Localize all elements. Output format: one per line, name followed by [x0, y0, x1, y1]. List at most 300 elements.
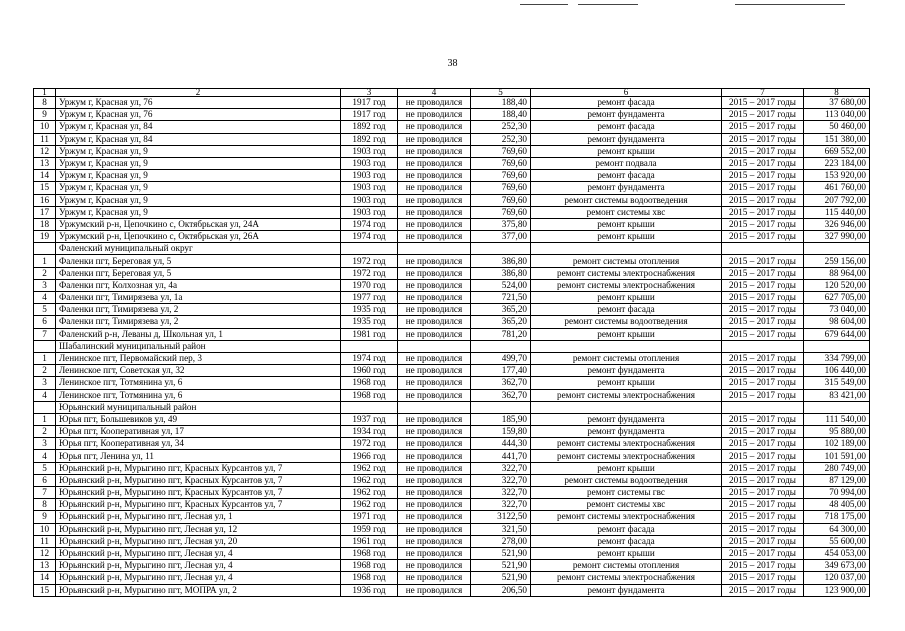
row-number: 6 — [34, 316, 56, 328]
year-built-cell: 1935 год — [341, 316, 398, 328]
last-repair-cell: не проводился — [398, 170, 471, 182]
work-type-cell: ремонт фундамента — [531, 109, 722, 121]
year-built-cell: 1960 год — [341, 365, 398, 377]
table-row — [34, 547, 870, 559]
last-repair-cell: не проводился — [398, 547, 471, 559]
row-number: 18 — [34, 218, 56, 230]
year-built-cell: 1968 год — [341, 377, 398, 389]
work-type-cell: ремонт системы электроснабжения — [531, 450, 722, 462]
cost-cell: 106 440,00 — [804, 365, 870, 377]
period-cell: 2015 – 2017 годы — [722, 255, 804, 267]
empty-cell — [341, 243, 398, 255]
table-row — [34, 133, 870, 145]
year-built-cell: 1903 год — [341, 157, 398, 169]
cost-cell: 37 680,00 — [804, 97, 870, 109]
empty-cell — [722, 243, 804, 255]
last-repair-cell: не проводился — [398, 328, 471, 340]
last-repair-cell: не проводился — [398, 438, 471, 450]
row-number: 5 — [34, 462, 56, 474]
year-built-cell: 1892 год — [341, 121, 398, 133]
year-built-cell: 1968 год — [341, 389, 398, 401]
empty-cell — [471, 243, 531, 255]
area-cell: 188,40 — [471, 109, 531, 121]
period-cell: 2015 – 2017 годы — [722, 182, 804, 194]
empty-cell — [398, 243, 471, 255]
cost-cell: 101 591,00 — [804, 450, 870, 462]
address-cell: Юрьянский р-н, Мурыгино пгт, Лесная ул, 1 — [56, 511, 341, 523]
cost-cell: 207 792,00 — [804, 194, 870, 206]
work-type-cell: ремонт системы отопления — [531, 255, 722, 267]
area-cell: 322,70 — [471, 474, 531, 486]
area-cell: 362,70 — [471, 377, 531, 389]
empty-cell — [722, 340, 804, 352]
table-row — [34, 97, 870, 109]
cost-cell: 669 552,00 — [804, 145, 870, 157]
period-cell: 2015 – 2017 годы — [722, 328, 804, 340]
cost-cell: 111 540,00 — [804, 413, 870, 425]
year-built-cell: 1903 год — [341, 182, 398, 194]
year-built-cell: 1917 год — [341, 97, 398, 109]
cost-cell: 120 037,00 — [804, 572, 870, 584]
last-repair-cell: не проводился — [398, 206, 471, 218]
cost-cell: 120 520,00 — [804, 279, 870, 291]
address-cell: Уржум г, Красная ул, 9 — [56, 194, 341, 206]
work-type-cell: ремонт подвала — [531, 157, 722, 169]
address-cell: Уржум г, Красная ул, 9 — [56, 206, 341, 218]
area-cell: 781,20 — [471, 328, 531, 340]
year-built-cell: 1981 год — [341, 328, 398, 340]
period-cell: 2015 – 2017 годы — [722, 133, 804, 145]
address-cell: Юрьянский р-н, Мурыгино пгт, Лесная ул, 4 — [56, 572, 341, 584]
year-built-cell: 1966 год — [341, 450, 398, 462]
row-number: 3 — [34, 438, 56, 450]
address-cell: Юрьянский р-н, Мурыгино пгт, Лесная ул, 12 — [56, 523, 341, 535]
row-number: 12 — [34, 547, 56, 559]
work-type-cell: ремонт фундамента — [531, 426, 722, 438]
table-row — [34, 316, 870, 328]
address-cell: Уржум г, Красная ул, 84 — [56, 121, 341, 133]
row-number: 10 — [34, 121, 56, 133]
cost-cell: 64 300,00 — [804, 523, 870, 535]
work-type-cell: ремонт крыши — [531, 328, 722, 340]
empty-cell — [531, 340, 722, 352]
address-cell: Уржумский р-н, Цепочкино с, Октябрьская ул, 26А — [56, 231, 341, 243]
period-cell: 2015 – 2017 годы — [722, 170, 804, 182]
address-cell: Уржум г, Красная ул, 9 — [56, 170, 341, 182]
address-cell: Уржум г, Красная ул, 9 — [56, 157, 341, 169]
work-type-cell: ремонт системы электроснабжения — [531, 511, 722, 523]
work-type-cell: ремонт системы водоотведения — [531, 316, 722, 328]
year-built-cell: 1917 год — [341, 109, 398, 121]
table-row — [34, 194, 870, 206]
table-row — [34, 145, 870, 157]
row-number: 1 — [34, 413, 56, 425]
period-cell: 2015 – 2017 годы — [722, 499, 804, 511]
row-number: 16 — [34, 194, 56, 206]
area-cell: 444,30 — [471, 438, 531, 450]
year-built-cell: 1974 год — [341, 352, 398, 364]
row-number: 2 — [34, 365, 56, 377]
period-cell: 2015 – 2017 годы — [722, 316, 804, 328]
cost-cell: 113 040,00 — [804, 109, 870, 121]
section-row — [34, 243, 870, 255]
row-number: 4 — [34, 389, 56, 401]
scan-rule-line — [520, 4, 568, 5]
period-cell: 2015 – 2017 годы — [722, 279, 804, 291]
year-built-cell: 1903 год — [341, 206, 398, 218]
last-repair-cell: не проводился — [398, 511, 471, 523]
repair-register-table — [33, 88, 870, 597]
address-cell: Уржум г, Красная ул, 76 — [56, 109, 341, 121]
period-cell: 2015 – 2017 годы — [722, 352, 804, 364]
address-cell: Уржум г, Красная ул, 84 — [56, 133, 341, 145]
table-row — [34, 511, 870, 523]
table-row — [34, 499, 870, 511]
section-row — [34, 401, 870, 413]
cost-cell: 349 673,00 — [804, 560, 870, 572]
section-title: Фаленский муниципальный округ — [56, 243, 341, 255]
last-repair-cell: не проводился — [398, 121, 471, 133]
row-number: 12 — [34, 145, 56, 157]
cost-cell: 73 040,00 — [804, 304, 870, 316]
last-repair-cell: не проводился — [398, 97, 471, 109]
work-type-cell: ремонт системы электроснабжения — [531, 438, 722, 450]
table-row — [34, 377, 870, 389]
address-cell: Фаленки пгт, Тимирязева ул, 2 — [56, 316, 341, 328]
area-cell: 322,70 — [471, 499, 531, 511]
row-number: 2 — [34, 426, 56, 438]
work-type-cell: ремонт фундамента — [531, 365, 722, 377]
address-cell: Уржумский р-н, Цепочкино с, Октябрьская ул, 24А — [56, 218, 341, 230]
last-repair-cell: не проводился — [398, 560, 471, 572]
last-repair-cell: не проводился — [398, 365, 471, 377]
area-cell: 524,00 — [471, 279, 531, 291]
period-cell: 2015 – 2017 годы — [722, 474, 804, 486]
work-type-cell: ремонт крыши — [531, 462, 722, 474]
period-cell: 2015 – 2017 годы — [722, 450, 804, 462]
address-cell: Юрьянский р-н, Мурыгино пгт, МОПРА ул, 2 — [56, 584, 341, 596]
row-number: 4 — [34, 292, 56, 304]
row-number: 11 — [34, 133, 56, 145]
last-repair-cell: не проводился — [398, 157, 471, 169]
last-repair-cell: не проводился — [398, 133, 471, 145]
last-repair-cell: не проводился — [398, 182, 471, 194]
row-number: 9 — [34, 109, 56, 121]
table-row — [34, 413, 870, 425]
row-number: 14 — [34, 572, 56, 584]
row-number: 7 — [34, 487, 56, 499]
empty-cell — [341, 340, 398, 352]
address-cell: Ленинское пгт, Тотмянина ул, 6 — [56, 377, 341, 389]
period-cell: 2015 – 2017 годы — [722, 389, 804, 401]
empty-cell — [804, 401, 870, 413]
page-number: 38 — [447, 58, 458, 69]
period-cell: 2015 – 2017 годы — [722, 438, 804, 450]
empty-cell — [722, 401, 804, 413]
work-type-cell: ремонт системы хвс — [531, 499, 722, 511]
year-built-cell: 1972 год — [341, 438, 398, 450]
address-cell: Фаленский р-н, Леваны д, Школьная ул, 1 — [56, 328, 341, 340]
table-row — [34, 535, 870, 547]
area-cell: 252,30 — [471, 133, 531, 145]
address-cell: Юрья пгт, Большевиков ул, 49 — [56, 413, 341, 425]
period-cell: 2015 – 2017 годы — [722, 523, 804, 535]
last-repair-cell: не проводился — [398, 267, 471, 279]
row-number: 9 — [34, 511, 56, 523]
year-built-cell: 1961 год — [341, 535, 398, 547]
cost-cell: 151 380,00 — [804, 133, 870, 145]
cost-cell: 153 920,00 — [804, 170, 870, 182]
year-built-cell: 1974 год — [341, 218, 398, 230]
last-repair-cell: не проводился — [398, 231, 471, 243]
column-header: 7 — [722, 89, 804, 97]
work-type-cell: ремонт фундамента — [531, 584, 722, 596]
last-repair-cell: не проводился — [398, 218, 471, 230]
cost-cell: 115 440,00 — [804, 206, 870, 218]
year-built-cell: 1962 год — [341, 499, 398, 511]
last-repair-cell: не проводился — [398, 426, 471, 438]
row-number: 10 — [34, 523, 56, 535]
period-cell: 2015 – 2017 годы — [722, 584, 804, 596]
cost-cell: 98 604,00 — [804, 316, 870, 328]
row-number — [34, 340, 56, 352]
last-repair-cell: не проводился — [398, 145, 471, 157]
area-cell: 769,60 — [471, 182, 531, 194]
area-cell: 721,50 — [471, 292, 531, 304]
work-type-cell: ремонт фундамента — [531, 413, 722, 425]
period-cell: 2015 – 2017 годы — [722, 413, 804, 425]
work-type-cell: ремонт системы электроснабжения — [531, 279, 722, 291]
period-cell: 2015 – 2017 годы — [722, 535, 804, 547]
area-cell: 362,70 — [471, 389, 531, 401]
period-cell: 2015 – 2017 годы — [722, 121, 804, 133]
empty-cell — [398, 340, 471, 352]
cost-cell: 87 129,00 — [804, 474, 870, 486]
last-repair-cell: не проводился — [398, 535, 471, 547]
area-cell: 521,90 — [471, 560, 531, 572]
address-cell: Ленинское пгт, Советская ул, 32 — [56, 365, 341, 377]
area-cell: 521,90 — [471, 547, 531, 559]
table-row — [34, 584, 870, 596]
address-cell: Юрьянский р-н, Мурыгино пгт, Лесная ул, 4 — [56, 547, 341, 559]
period-cell: 2015 – 2017 годы — [722, 462, 804, 474]
year-built-cell: 1972 год — [341, 267, 398, 279]
row-number: 8 — [34, 499, 56, 511]
last-repair-cell: не проводился — [398, 279, 471, 291]
period-cell: 2015 – 2017 годы — [722, 304, 804, 316]
empty-cell — [471, 401, 531, 413]
work-type-cell: ремонт крыши — [531, 547, 722, 559]
row-number: 15 — [34, 182, 56, 194]
year-built-cell: 1970 год — [341, 279, 398, 291]
row-number: 5 — [34, 304, 56, 316]
table-row — [34, 304, 870, 316]
cost-cell: 223 184,00 — [804, 157, 870, 169]
row-number: 17 — [34, 206, 56, 218]
work-type-cell: ремонт системы электроснабжения — [531, 267, 722, 279]
table-row — [34, 438, 870, 450]
table-row — [34, 121, 870, 133]
table-row — [34, 462, 870, 474]
year-built-cell: 1972 год — [341, 255, 398, 267]
cost-cell: 718 175,00 — [804, 511, 870, 523]
last-repair-cell: не проводился — [398, 450, 471, 462]
row-number: 2 — [34, 267, 56, 279]
cost-cell: 679 644,00 — [804, 328, 870, 340]
address-cell: Юрьянский р-н, Мурыгино пгт, Красных Курсантов ул, 7 — [56, 462, 341, 474]
row-number: 7 — [34, 328, 56, 340]
address-cell: Юрьянский р-н, Мурыгино пгт, Красных Курсантов ул, 7 — [56, 474, 341, 486]
area-cell: 206,50 — [471, 584, 531, 596]
address-cell: Фаленки пгт, Тимирязева ул, 1а — [56, 292, 341, 304]
period-cell: 2015 – 2017 годы — [722, 206, 804, 218]
address-cell: Ленинское пгт, Тотмянина ул, 6 — [56, 389, 341, 401]
area-cell: 159,80 — [471, 426, 531, 438]
address-cell: Уржум г, Красная ул, 9 — [56, 145, 341, 157]
period-cell: 2015 – 2017 годы — [722, 572, 804, 584]
table-body — [34, 89, 870, 597]
area-cell: 769,60 — [471, 206, 531, 218]
work-type-cell: ремонт фасада — [531, 523, 722, 535]
column-header: 2 — [56, 89, 341, 97]
year-built-cell: 1935 год — [341, 304, 398, 316]
work-type-cell: ремонт системы электроснабжения — [531, 572, 722, 584]
section-row — [34, 340, 870, 352]
scan-rule-line — [578, 4, 638, 5]
address-cell: Уржум г, Красная ул, 9 — [56, 182, 341, 194]
area-cell: 278,00 — [471, 535, 531, 547]
row-number: 8 — [34, 97, 56, 109]
address-cell: Ленинское пгт, Первомайский пер, 3 — [56, 352, 341, 364]
period-cell: 2015 – 2017 годы — [722, 218, 804, 230]
period-cell: 2015 – 2017 годы — [722, 145, 804, 157]
year-built-cell: 1968 год — [341, 547, 398, 559]
year-built-cell: 1962 год — [341, 487, 398, 499]
last-repair-cell: не проводился — [398, 584, 471, 596]
work-type-cell: ремонт системы гвс — [531, 487, 722, 499]
area-cell: 521,90 — [471, 572, 531, 584]
work-type-cell: ремонт крыши — [531, 377, 722, 389]
year-built-cell: 1962 год — [341, 462, 398, 474]
row-number: 15 — [34, 584, 56, 596]
year-built-cell: 1937 год — [341, 413, 398, 425]
year-built-cell: 1968 год — [341, 560, 398, 572]
scan-rule-line — [735, 4, 845, 5]
work-type-cell: ремонт системы электроснабжения — [531, 389, 722, 401]
last-repair-cell: не проводился — [398, 572, 471, 584]
table-row — [34, 572, 870, 584]
period-cell: 2015 – 2017 годы — [722, 267, 804, 279]
area-cell: 769,60 — [471, 145, 531, 157]
area-cell: 252,30 — [471, 121, 531, 133]
row-number: 13 — [34, 560, 56, 572]
empty-cell — [531, 243, 722, 255]
last-repair-cell: не проводился — [398, 304, 471, 316]
work-type-cell: ремонт фундамента — [531, 133, 722, 145]
row-number — [34, 401, 56, 413]
empty-cell — [804, 243, 870, 255]
period-cell: 2015 – 2017 годы — [722, 560, 804, 572]
table-row — [34, 182, 870, 194]
address-cell: Фаленки пгт, Тимирязева ул, 2 — [56, 304, 341, 316]
address-cell: Фаленки пгт, Береговая ул, 5 — [56, 267, 341, 279]
period-cell: 2015 – 2017 годы — [722, 97, 804, 109]
area-cell: 769,60 — [471, 194, 531, 206]
year-built-cell: 1974 год — [341, 231, 398, 243]
last-repair-cell: не проводился — [398, 109, 471, 121]
row-number: 13 — [34, 157, 56, 169]
area-cell: 3122,50 — [471, 511, 531, 523]
last-repair-cell: не проводился — [398, 316, 471, 328]
year-built-cell: 1977 год — [341, 292, 398, 304]
work-type-cell: ремонт системы водоотведения — [531, 474, 722, 486]
table-row — [34, 487, 870, 499]
area-cell: 365,20 — [471, 316, 531, 328]
last-repair-cell: не проводился — [398, 499, 471, 511]
last-repair-cell: не проводился — [398, 255, 471, 267]
cost-cell: 55 600,00 — [804, 535, 870, 547]
area-cell: 185,90 — [471, 413, 531, 425]
year-built-cell: 1971 год — [341, 511, 398, 523]
area-cell: 375,80 — [471, 218, 531, 230]
last-repair-cell: не проводился — [398, 292, 471, 304]
area-cell: 377,00 — [471, 231, 531, 243]
work-type-cell: ремонт фасада — [531, 170, 722, 182]
table-row — [34, 365, 870, 377]
area-cell: 322,70 — [471, 462, 531, 474]
row-number — [34, 243, 56, 255]
period-cell: 2015 – 2017 годы — [722, 109, 804, 121]
work-type-cell: ремонт системы отопления — [531, 352, 722, 364]
cost-cell: 627 705,00 — [804, 292, 870, 304]
period-cell: 2015 – 2017 годы — [722, 377, 804, 389]
cost-cell: 102 189,00 — [804, 438, 870, 450]
table-row — [34, 560, 870, 572]
address-cell: Уржум г, Красная ул, 76 — [56, 97, 341, 109]
table-row — [34, 255, 870, 267]
year-built-cell: 1903 год — [341, 170, 398, 182]
period-cell: 2015 – 2017 годы — [722, 426, 804, 438]
area-cell: 386,80 — [471, 255, 531, 267]
table-row — [34, 109, 870, 121]
work-type-cell: ремонт фасада — [531, 97, 722, 109]
cost-cell: 259 156,00 — [804, 255, 870, 267]
row-number: 3 — [34, 377, 56, 389]
address-cell: Фаленки пгт, Колхозная ул, 4а — [56, 279, 341, 291]
row-number: 1 — [34, 255, 56, 267]
cost-cell: 461 760,00 — [804, 182, 870, 194]
table-row — [34, 279, 870, 291]
cost-cell: 48 405,00 — [804, 499, 870, 511]
period-cell: 2015 – 2017 годы — [722, 511, 804, 523]
row-number: 1 — [34, 352, 56, 364]
last-repair-cell: не проводился — [398, 474, 471, 486]
table-row — [34, 389, 870, 401]
year-built-cell: 1968 год — [341, 572, 398, 584]
row-number: 11 — [34, 535, 56, 547]
address-cell: Юрьянский р-н, Мурыгино пгт, Красных Курсантов ул, 7 — [56, 499, 341, 511]
table-row — [34, 426, 870, 438]
last-repair-cell: не проводился — [398, 413, 471, 425]
work-type-cell: ремонт крыши — [531, 292, 722, 304]
empty-cell — [531, 401, 722, 413]
last-repair-cell: не проводился — [398, 462, 471, 474]
work-type-cell: ремонт системы отопления — [531, 560, 722, 572]
column-header: 4 — [398, 89, 471, 97]
area-cell: 365,20 — [471, 304, 531, 316]
row-number: 4 — [34, 450, 56, 462]
last-repair-cell: не проводился — [398, 389, 471, 401]
